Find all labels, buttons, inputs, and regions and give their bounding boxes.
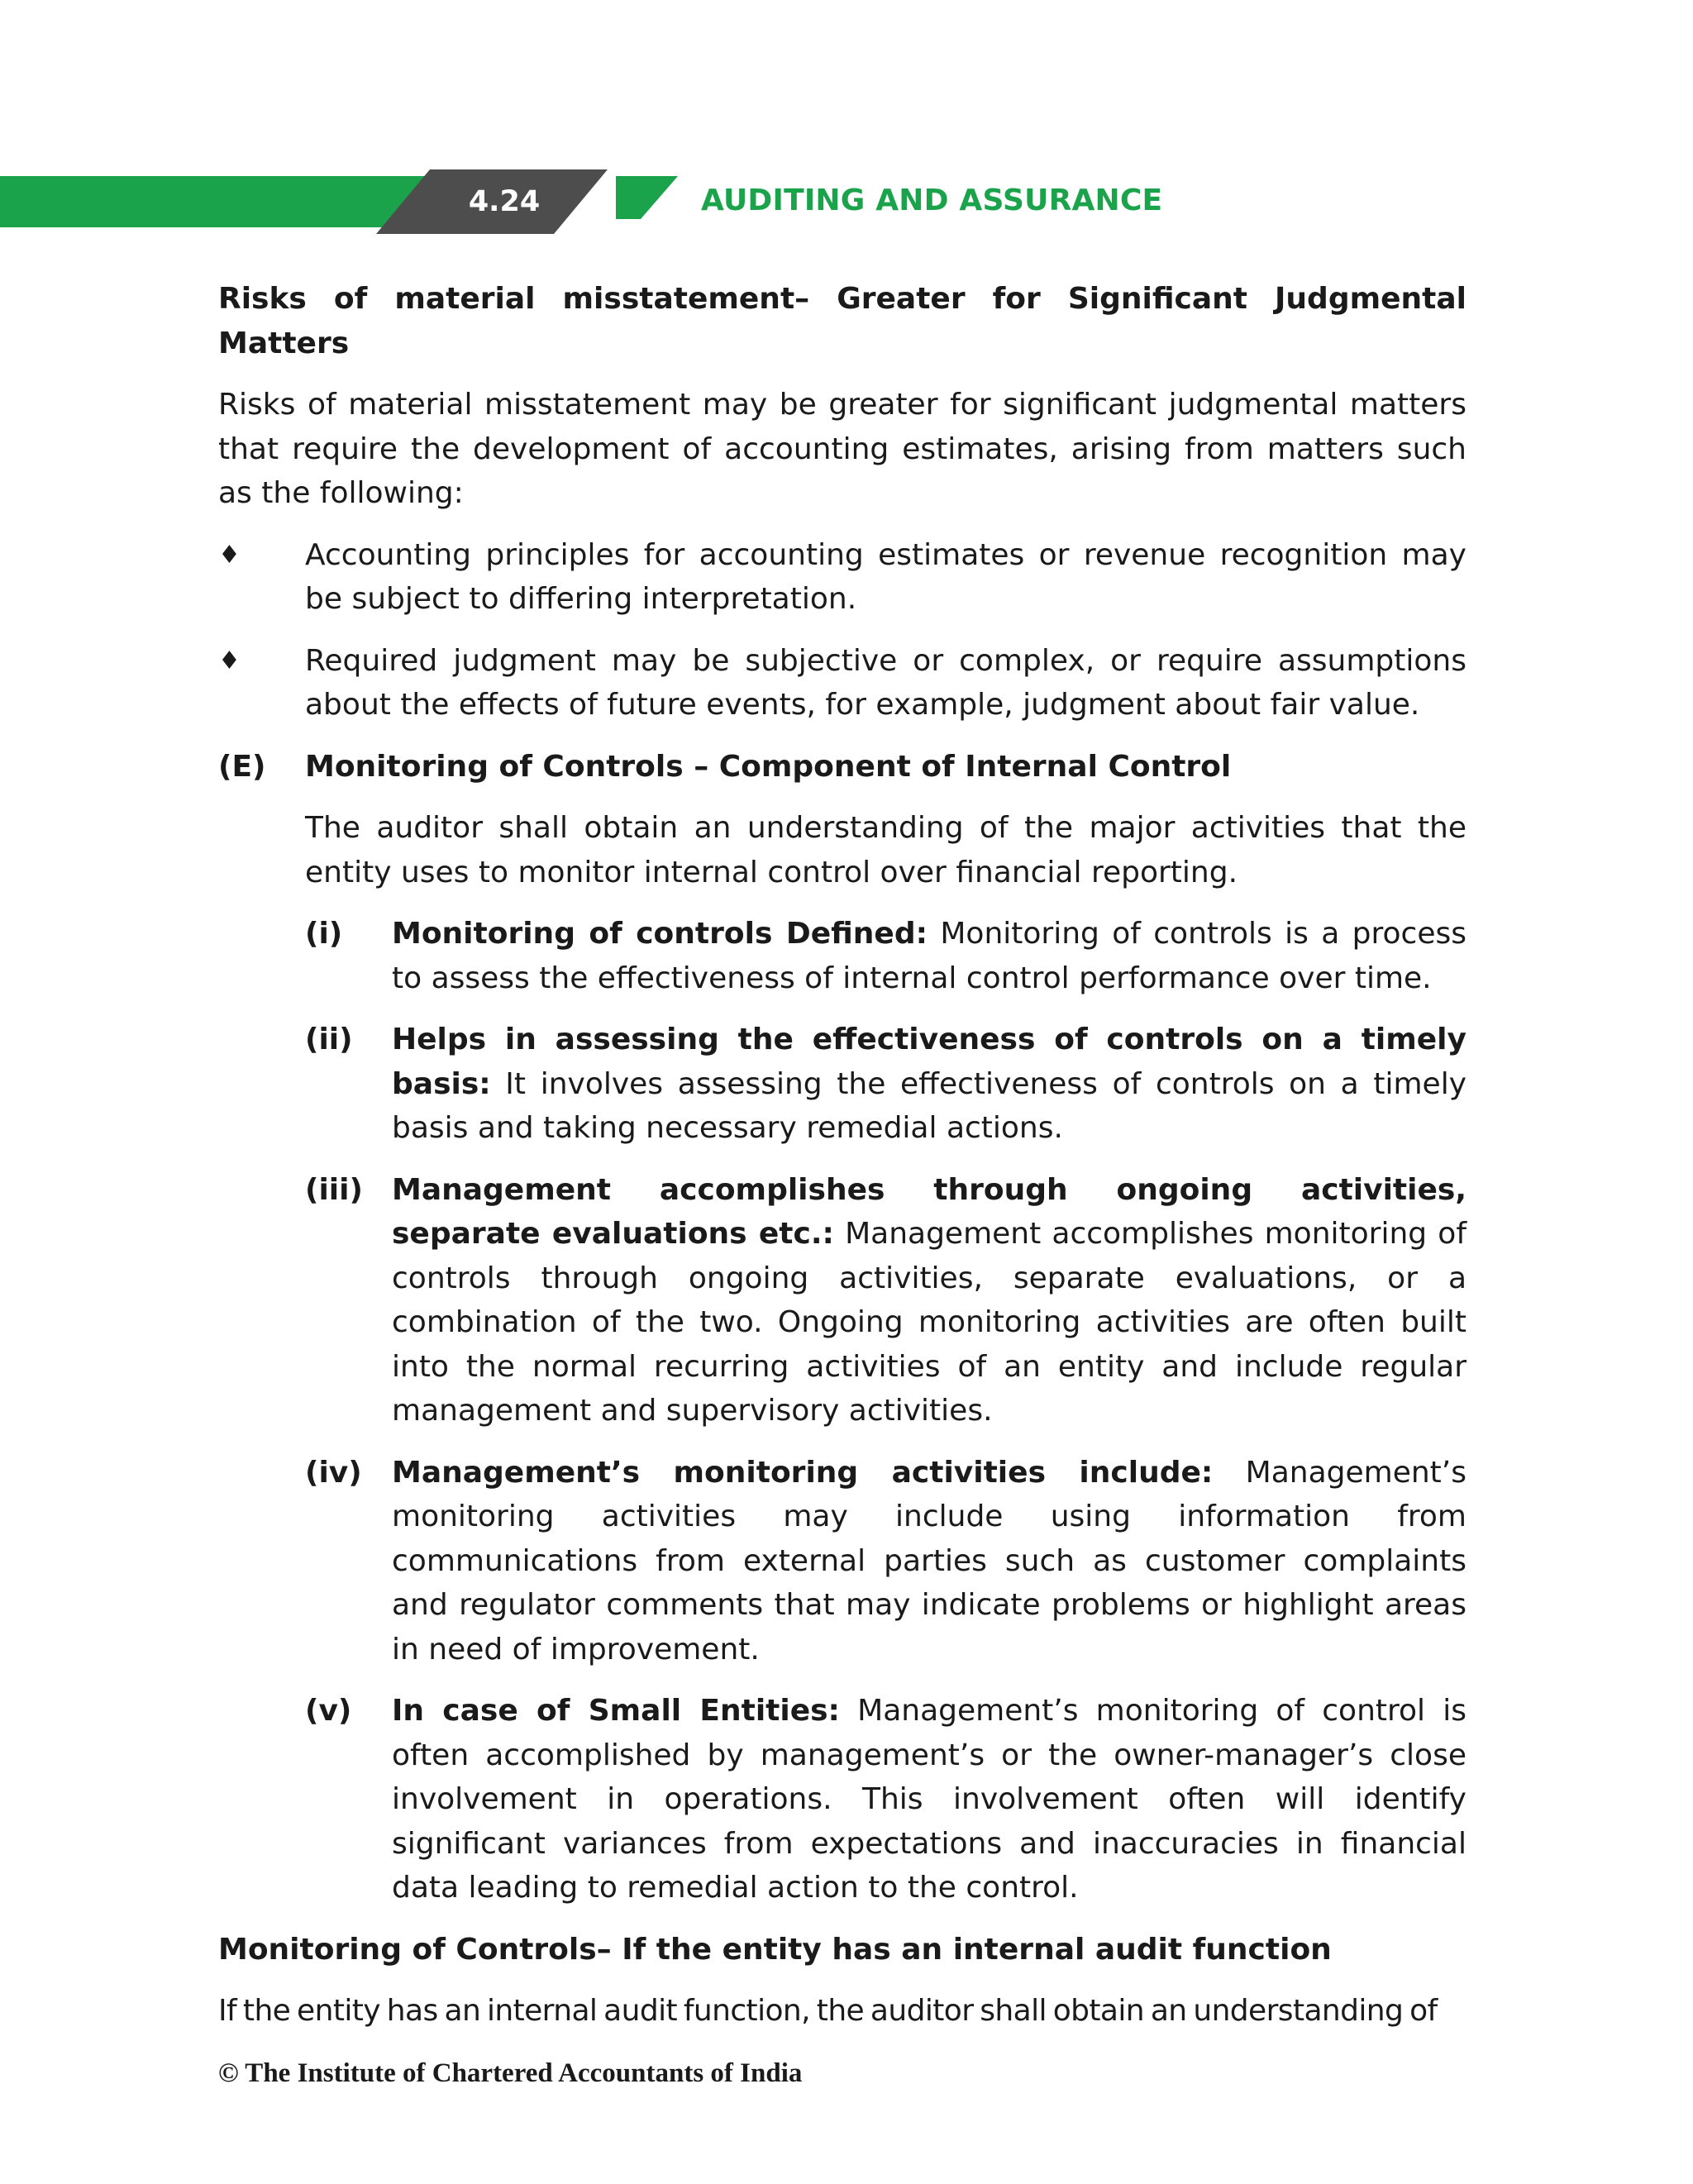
item-text: Management’s monitoring activities may include using information from communications from external parties such as customer complaints and regulator comments that may indicate problems or highlight areas in need of improvement. [392,1455,1466,1667]
page-number: 4.24 [468,185,541,218]
section-label: (E) [218,749,266,784]
green-stripe [0,176,430,227]
footer-copyright: © The Institute of Chartered Accountants of India [218,2058,803,2088]
item-text: It involves assessing the effectiveness of controls on a timely basis and taking necessary remedial actions. [392,1066,1466,1145]
bullet-item [218,639,1466,727]
bullet-item [218,533,1466,622]
page-content [218,277,1466,2051]
item-label: (iii) [305,1172,363,1207]
section-heading-risks: Risks of material misstatement– Greater for Significant Judgmental Matters [218,282,1466,360]
section-heading-e [218,745,1466,789]
item-title: Monitoring of controls Defined: [392,917,928,951]
item-label: (i) [305,917,343,951]
section-title: Monitoring of Controls – Component of Internal Control [305,749,1232,784]
bullet-text: Required judgment may be subjective or complex, or require assumptions about the effects of future events, for example, judgment about fair value. [305,643,1466,722]
list-item [218,1451,1466,1672]
item-title: Management accomplishes through ongoing activities, separate evaluations etc.: [392,1172,1466,1251]
item-title: Helps in assessing the effectiveness of controls on a timely basis: [392,1023,1466,1101]
book-title: AUDITING AND ASSURANCE [701,184,1163,217]
section-heading-internal-audit: Monitoring of Controls– If the entity has an internal audit function [218,1932,1332,1967]
item-text: Monitoring of controls is a process to assess the effectiveness of internal control performance over time. [392,917,1466,995]
item-label: (iv) [305,1455,362,1490]
bullet-text: Accounting principles for accounting estimates or revenue recognition may be subject to differing interpretation. [305,537,1466,616]
list-item [218,912,1466,1000]
item-title: In case of Small Entities: [392,1694,840,1728]
paragraph-risks: Risks of material misstatement may be greater for significant judgmental matters that require the development of accounting estimates, arising from matters such as the following: [218,388,1466,510]
green-wedge [616,176,678,219]
list-item [218,1018,1466,1151]
item-label: (ii) [305,1023,353,1056]
diamond-bullet-icon: ♦ [218,646,241,675]
item-label: (v) [305,1694,352,1728]
item-text: Management accomplishes monitoring of controls through ongoing activities, separate evaluations, or a combination of the two. Ongoing monitoring activities are often built into the normal recurring activities of an entity and include regular management and supervisory activities. [392,1217,1466,1428]
list-item [218,1168,1466,1433]
paragraph-internal-audit: If the entity has an internal audit function, the auditor shall obtain an understanding of [218,1994,1438,2028]
item-title: Management’s monitoring activities include: [392,1455,1214,1490]
list-item [218,1689,1466,1910]
diamond-bullet-icon: ♦ [218,540,241,570]
item-text: Management’s monitoring of control is often accomplished by management’s or the owner-manager’s close involvement in operations. This involvement often will identify significant variances from expectations and inaccuracies in financial data leading to remedial action to the control. [392,1694,1466,1905]
section-intro: The auditor shall obtain an understanding of the major activities that the entity uses to monitor internal control over financial reporting. [305,811,1466,889]
